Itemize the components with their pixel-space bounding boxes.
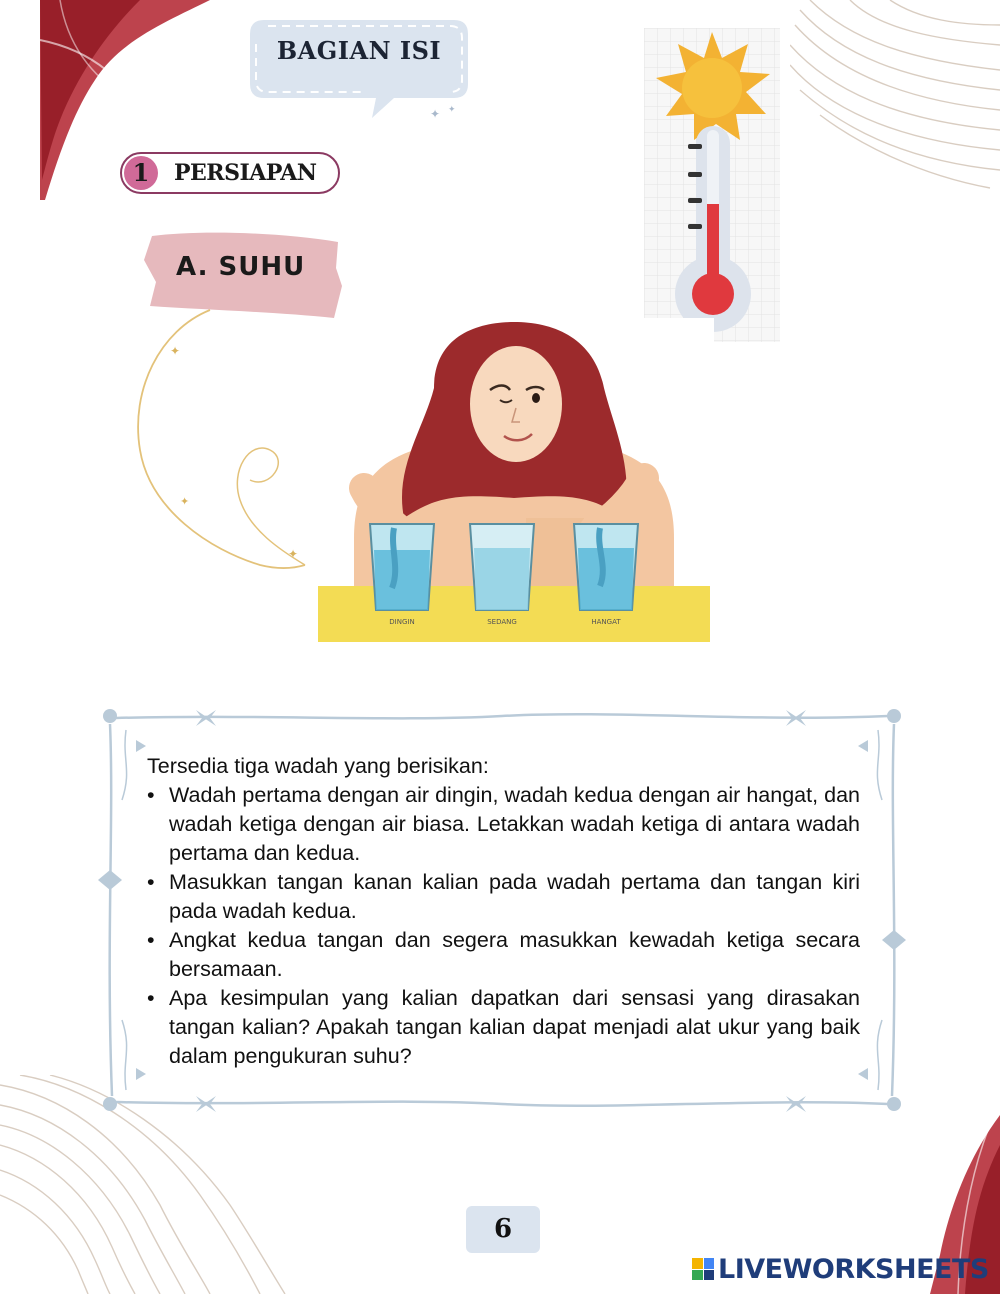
liveworksheets-brand: LIVEWORKSHEETS (718, 1253, 989, 1285)
swirl-decoration (130, 300, 320, 580)
instructions-intro: Tersedia tiga wadah yang berisikan: (147, 754, 489, 778)
svg-text:✦: ✦ (170, 344, 181, 358)
glass-label-cold: DINGIN (389, 618, 415, 626)
glass-right (574, 524, 638, 610)
section-pill (120, 152, 340, 194)
instructions-box (147, 752, 860, 1071)
glass-left (370, 524, 434, 610)
subsection-title: A. SUHU (176, 252, 306, 282)
liveworksheets-logo-icon (692, 1258, 714, 1280)
section-number: 1 (124, 156, 158, 190)
list-item: • Wadah pertama dengan air dingin, wadah kedua dengan air hangat, dan wadah ketiga dengan air biasa. Letakkan wadah ketiga di antara wadah pertama dan kedua. (147, 781, 860, 868)
svg-text:✦: ✦ (430, 107, 441, 121)
instructions-list (147, 781, 860, 1071)
page-number: 6 (466, 1206, 540, 1253)
svg-text:✦: ✦ (448, 104, 456, 114)
thermometer-sun-image (644, 28, 780, 347)
speech-bubble (244, 14, 474, 124)
glass-middle (470, 524, 534, 610)
bubble-title: BAGIAN ISI (276, 36, 442, 65)
glass-label-warm: HANGAT (591, 618, 621, 626)
svg-text:✦: ✦ (288, 547, 299, 561)
list-item: • Apa kesimpulan yang kalian dapatkan dari sensasi yang dirasakan tangan kalian? Apakah tangan kalian dapat menjadi alat ukur yang baik dalam pengukuran suhu? (147, 984, 860, 1071)
list-item: • Masukkan tangan kanan kalian pada wadah pertama dan tangan kiri pada wadah kedua. (147, 868, 860, 926)
experiment-illustration (314, 318, 714, 649)
liveworksheets-watermark (692, 1252, 989, 1286)
top-right-wave-decoration (790, 0, 1000, 190)
svg-text:✦: ✦ (180, 496, 190, 508)
list-item: • Angkat kedua tangan dan segera masukkan kewadah ketiga secara bersamaan. (147, 926, 860, 984)
section-label: PERSIAPAN (174, 160, 317, 186)
glass-label-normal: SEDANG (487, 618, 517, 626)
